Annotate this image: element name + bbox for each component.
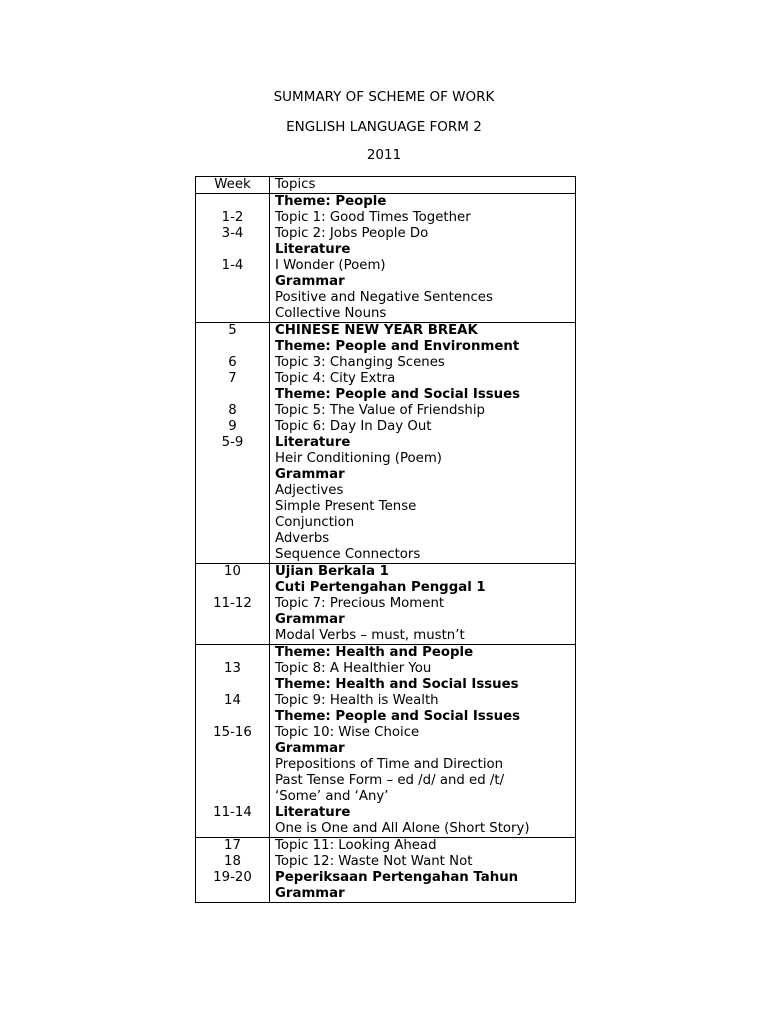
week-value: 1-4	[221, 258, 244, 273]
table-row-group	[196, 645, 576, 838]
topic-item: Topic 8: A Healthier You	[275, 661, 432, 676]
topic-item: ‘Some’ and ‘Any’	[275, 789, 389, 804]
section-heading: Grammar	[275, 274, 345, 289]
table-row-group	[196, 323, 576, 564]
table-row-group	[196, 564, 576, 645]
week-value	[196, 387, 269, 403]
topic-item: Adverbs	[275, 531, 330, 546]
week-value: 17	[224, 838, 241, 853]
section-heading: Literature	[275, 805, 351, 820]
week-value: 8	[228, 403, 237, 418]
week-value: 1-2	[221, 210, 244, 225]
week-value: 9	[228, 419, 237, 434]
section-heading: Cuti Pertengahan Penggal 1	[275, 580, 486, 595]
week-value: 6	[228, 355, 237, 370]
week-value	[196, 789, 269, 805]
week-value: 11-12	[213, 596, 252, 611]
topic-item: Adjectives	[275, 483, 344, 498]
topic-item: Topic 9: Health is Wealth	[275, 693, 439, 708]
week-cell	[196, 194, 270, 323]
table-row-group	[196, 838, 576, 903]
week-value	[196, 515, 269, 531]
week-value	[196, 628, 269, 644]
week-value: 10	[224, 564, 241, 579]
topic-item: Conjunction	[275, 515, 355, 530]
week-value	[196, 194, 269, 210]
week-value: 15-16	[213, 725, 252, 740]
topic-item: Past Tense Form – ed /d/ and ed /t/	[275, 773, 505, 788]
topics-cell	[270, 323, 576, 564]
topics-cell	[270, 838, 576, 903]
week-value: 5-9	[221, 435, 244, 450]
topic-item: Collective Nouns	[275, 306, 387, 321]
section-heading: Theme: People and Social Issues	[275, 387, 521, 402]
section-heading: Theme: People and Environment	[275, 339, 520, 354]
week-value: 3-4	[221, 226, 244, 241]
topics-cell	[270, 564, 576, 645]
topic-item: Heir Conditioning (Poem)	[275, 451, 442, 466]
week-value	[196, 757, 269, 773]
week-value	[196, 451, 269, 467]
week-value	[196, 531, 269, 547]
week-column-header: Week	[196, 177, 270, 194]
week-value	[196, 677, 269, 693]
week-value	[196, 306, 269, 322]
topic-item: Topic 10: Wise Choice	[275, 725, 420, 740]
week-cell	[196, 564, 270, 645]
topic-item: Sequence Connectors	[275, 547, 421, 562]
week-value: 5	[228, 323, 237, 338]
topic-item: I Wonder (Poem)	[275, 258, 386, 273]
section-heading: Peperiksaan Pertengahan Tahun	[275, 870, 519, 885]
topic-item: Topic 12: Waste Not Want Not	[275, 854, 473, 869]
section-heading: Theme: Health and People	[275, 645, 474, 660]
week-value	[196, 290, 269, 306]
section-heading: Grammar	[275, 886, 345, 901]
week-value	[196, 821, 269, 837]
section-heading: Ujian Berkala 1	[275, 564, 389, 579]
topic-item: Topic 3: Changing Scenes	[275, 355, 445, 370]
topic-item: Topic 5: The Value of Friendship	[275, 403, 485, 418]
section-heading: CHINESE NEW YEAR BREAK	[275, 323, 478, 338]
week-value	[196, 886, 269, 902]
section-heading: Theme: People and Social Issues	[275, 709, 521, 724]
week-value	[196, 467, 269, 483]
week-cell	[196, 838, 270, 903]
topic-item: Modal Verbs – must, mustn’t	[275, 628, 465, 643]
week-cell	[196, 323, 270, 564]
week-value	[196, 339, 269, 355]
week-value	[196, 612, 269, 628]
section-heading: Grammar	[275, 467, 345, 482]
week-cell	[196, 645, 270, 838]
section-heading: Grammar	[275, 612, 345, 627]
section-heading: Grammar	[275, 741, 345, 756]
section-heading: Literature	[275, 435, 351, 450]
section-heading: Literature	[275, 242, 351, 257]
topic-item: Topic 7: Precious Moment	[275, 596, 445, 611]
topic-item: Simple Present Tense	[275, 499, 417, 514]
document-subtitle: ENGLISH LANGUAGE FORM 2	[286, 119, 482, 135]
table-row-group	[196, 194, 576, 323]
topic-item: Positive and Negative Sentences	[275, 290, 493, 305]
week-value	[196, 274, 269, 290]
week-value	[196, 709, 269, 725]
week-value	[196, 580, 269, 596]
week-value: 14	[224, 693, 241, 708]
topic-item: Topic 11: Looking Ahead	[275, 838, 437, 853]
scheme-of-work-table	[195, 176, 576, 903]
topic-item: Topic 1: Good Times Together	[275, 210, 471, 225]
topic-item: Prepositions of Time and Direction	[275, 757, 504, 772]
week-value: 7	[228, 371, 237, 386]
table-header-row	[196, 177, 576, 194]
document-title: SUMMARY OF SCHEME OF WORK	[273, 89, 495, 105]
topics-cell	[270, 194, 576, 323]
week-value: 11-14	[213, 805, 252, 820]
week-value	[196, 645, 269, 661]
week-value: 13	[224, 661, 241, 676]
week-value	[196, 483, 269, 499]
topic-item: One is One and All Alone (Short Story)	[275, 821, 530, 836]
week-value	[196, 741, 269, 757]
section-heading: Theme: People	[275, 194, 387, 209]
topics-column-header: Topics	[270, 177, 576, 194]
week-value	[196, 499, 269, 515]
week-value	[196, 773, 269, 789]
document-year: 2011	[366, 147, 402, 163]
topic-item: Topic 6: Day In Day Out	[275, 419, 432, 434]
topics-cell	[270, 645, 576, 838]
topic-item: Topic 4: City Extra	[275, 371, 396, 386]
week-value: 18	[224, 854, 241, 869]
topic-item: Topic 2: Jobs People Do	[275, 226, 429, 241]
week-value	[196, 242, 269, 258]
week-value: 19-20	[213, 870, 252, 885]
section-heading: Theme: Health and Social Issues	[275, 677, 519, 692]
week-value	[196, 547, 269, 563]
